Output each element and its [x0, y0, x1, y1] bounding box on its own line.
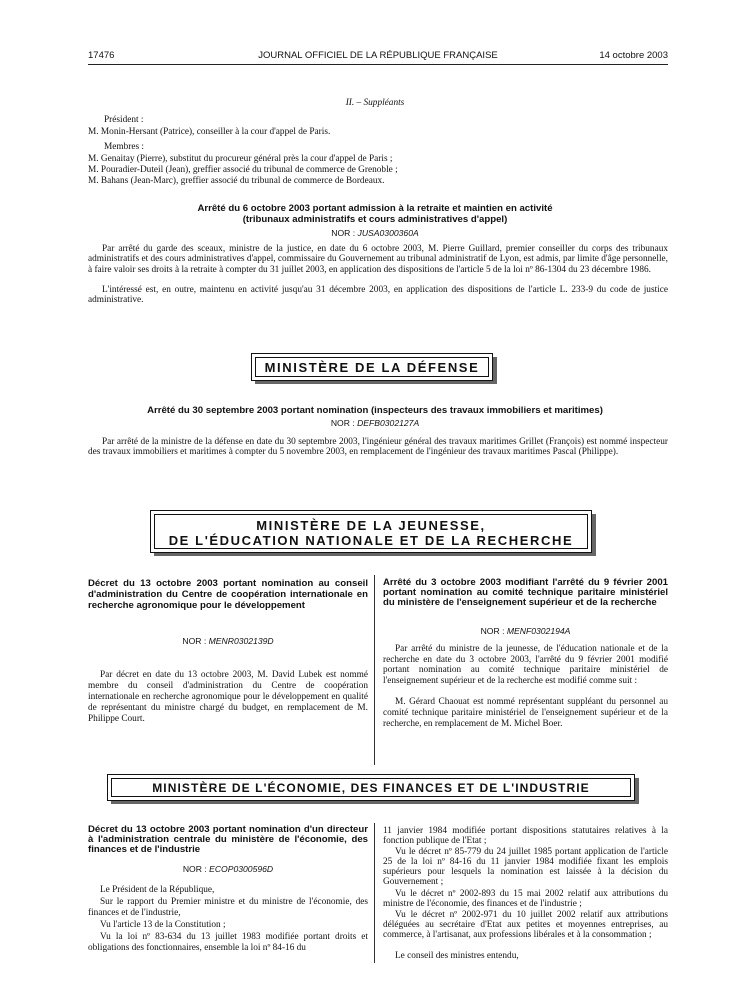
- president-entry: M. Monin-Hersant (Patrice), conseiller à la cour d'appel de Paris.: [88, 127, 331, 137]
- membre-entry: M. Pouradier-Duteil (Jean), greffier associé du tribunal de commerce de Grenoble ;: [88, 165, 398, 175]
- arrete-retraite-title-1: Arrêté du 6 octobre 2003 portant admission à la retraite et maintien en activité: [197, 203, 553, 214]
- arrete-retraite-paragraph-1: Par arrêté du garde des sceaux, ministre de la justice, en date du 6 octobre 2003, M. Pierre Guillard, premier conseiller du corps des tribunaux administratifs et des cours administratives d'appel, commissaire du Gouvernement au tribunal administratif de Lyon, est admis, par limite d'âge personnelle, à faire valoir ses droits à la retraite à compter du 31 juillet 2003, en application des dispositions de l'article 5 de la loi nº 86-1304 du 23 décembre 1986.: [88, 244, 668, 275]
- arrete-ctp-paragraph-1: Par arrêté du ministre de la jeunesse, de l'éducation nationale et de la recherche en date du 3 octobre 2003, l'arrêté du 9 février 2001 modifié portant nomination au comité technique paritaire ministériel de l'enseignement supérieur et de la recherche est modifié comme suit :: [383, 644, 668, 686]
- arrete-defense-paragraph: Par arrêté de la ministre de la défense en date du 30 septembre 2003, l'ingénieur général des travaux maritimes Grillet (François) est nommé inspecteur des travaux immobiliers et maritimes à compter du 5 novembre 2003, en remplacement de l'ingénieur des travaux maritimes Pascal (Philippe).: [88, 437, 668, 458]
- journal-title: JOURNAL OFFICIEL DE LA RÉPUBLIQUE FRANÇAISE: [258, 50, 498, 61]
- ministere-defense-heading: MINISTÈRE DE LA DÉFENSE: [264, 360, 480, 375]
- decret-directeur-title: Décret du 13 octobre 2003 portant nomination d'un directeur à l'administration centrale du ministère de l'économie, des finances et de l'industrie: [88, 824, 368, 855]
- decret-cirad-title: Décret du 13 octobre 2003 portant nomination au conseil d'administration du Centre de coopération internationale en recherche agronomique pour le développement: [88, 578, 368, 611]
- page-number: 17476: [88, 50, 115, 61]
- decret-cirad-paragraph: Par décret en date du 13 octobre 2003, M. David Lubek est nommé membre du conseil d'administration du Centre de coopération internationale en recherche agronomique pour le développement en qualité de représentant du ministre chargé du budget, en remplacement de M. Philippe Court.: [88, 670, 368, 724]
- suppleants-heading: II. – Suppléants: [345, 98, 405, 108]
- membre-entry: M. Bahans (Jean-Marc), greffier associé du tribunal de commerce de Bordeaux.: [88, 176, 385, 186]
- ministere-economie-heading: MINISTÈRE DE L'ÉCONOMIE, DES FINANCES ET DE L'INDUSTRIE: [152, 781, 590, 795]
- column-divider: [374, 575, 375, 765]
- ministere-defense-box: [251, 353, 493, 381]
- decret-directeur-p6: Vu le décret nº 85-779 du 24 juillet 1985 portant application de l'article 25 de la loi nº 84-16 du 11 janvier 1984 modifiée fixant les emplois supérieurs pour lesquels la nomination est laissée à la décision du Gouvernement ;: [383, 847, 668, 887]
- decret-directeur-p7: Vu le décret nº 2002-893 du 15 mai 2002 relatif aux attributions du ministre de l'économie, des finances et de l'industrie ;: [383, 889, 668, 909]
- decret-directeur-p3: Vu l'article 13 de la Constitution ;: [100, 920, 226, 930]
- decret-directeur-p4: Vu la loi nº 83-634 du 13 juillet 1983 modifiée portant droits et obligations des fonctionnaires, ensemble la loi nº 84-16 du: [88, 932, 368, 953]
- issue-date: 14 octobre 2003: [599, 50, 668, 61]
- membres-label: Membres :: [104, 142, 145, 152]
- decret-directeur-p1: Le Président de la République,: [100, 885, 215, 895]
- decret-directeur-p8: Vu le décret nº 2002-971 du 10 juillet 2002 relatif aux attributions déléguées au secrétaire d'Etat aux petites et moyennes entreprises, au commerce, à l'artisanat, aux professions libérales et à la consommation ;: [383, 910, 668, 940]
- nor-reference: NOR : ECOP0300596D: [182, 864, 274, 874]
- arrete-retraite-paragraph-2: L'intéressé est, en outre, maintenu en activité jusqu'au 31 décembre 2003, en application des dispositions de l'article L. 233-9 du code de justice administrative.: [88, 285, 668, 306]
- arrete-ctp-title: Arrêté du 3 octobre 2003 modifiant l'arrêté du 9 février 2001 portant nomination au comité technique paritaire ministériel du ministère de l'enseignement supérieur et de la recherche: [383, 577, 668, 608]
- nor-reference: NOR : DEFB0302127A: [330, 418, 420, 428]
- nor-reference: NOR : MENR0302139D: [182, 636, 274, 646]
- header-rule: [88, 64, 668, 65]
- ministere-economie-box: [107, 774, 635, 801]
- nor-reference: NOR : JUSA0300360A: [331, 228, 419, 238]
- ministere-jeunesse-box: [150, 510, 592, 553]
- ministere-jeunesse-heading-1: MINISTÈRE DE LA JEUNESSE,: [256, 518, 486, 533]
- president-label: Président :: [104, 115, 144, 125]
- decret-directeur-p2: Sur le rapport du Premier ministre et du ministre de l'économie, des finances et de l'industrie,: [88, 897, 368, 918]
- arrete-defense-title: Arrêté du 30 septembre 2003 portant nomination (inspecteurs des travaux immobiliers et maritimes): [147, 405, 603, 416]
- nor-reference: NOR : MENF0302194A: [480, 626, 571, 636]
- decret-directeur-p5: 11 janvier 1984 modifiée portant dispositions statutaires relatives à la fonction publique de l'Etat ;: [383, 826, 668, 846]
- decret-directeur-p9: Le conseil des ministres entendu,: [395, 951, 519, 961]
- ministere-jeunesse-heading-2: DE L'ÉDUCATION NATIONALE ET DE LA RECHERCHE: [168, 533, 574, 548]
- column-divider: [374, 823, 375, 963]
- arrete-ctp-paragraph-2: M. Gérard Chaouat est nommé représentant suppléant du personnel au comité technique paritaire ministériel de l'enseignement supérieur et de la recherche, en remplacement de M. Michel Boer.: [383, 697, 668, 729]
- arrete-retraite-title-2: (tribunaux administratifs et cours administratives d'appel): [242, 214, 508, 225]
- membre-entry: M. Genaitay (Pierre), substitut du procureur général près la cour d'appel de Paris ;: [88, 154, 393, 164]
